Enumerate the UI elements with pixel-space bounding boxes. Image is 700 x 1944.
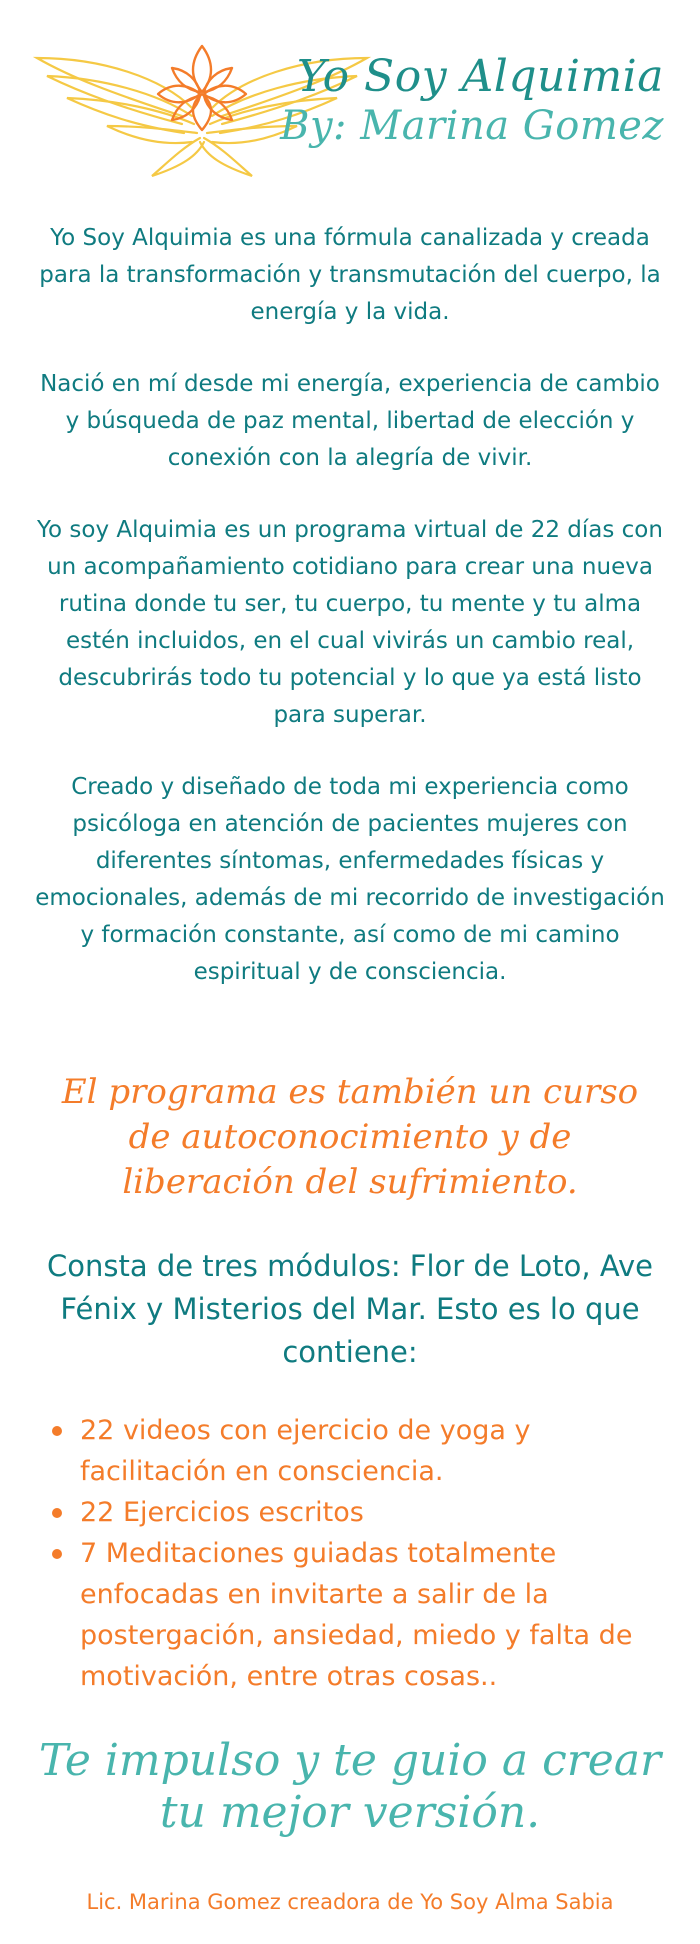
list-item [40, 1533, 680, 1697]
paragraph-intro: Yo Soy Alquimia es una fórmula canalizada y creada para la transformación y transmutación del cuerpo, la energía y la vida. [39, 225, 661, 325]
brand [280, 52, 664, 149]
header [0, 0, 700, 200]
list-item [40, 1492, 680, 1533]
highlight-quote: El programa es también un curso de autoconocimiento y de liberación del sufrimiento. [61, 1072, 639, 1202]
bullet-icon [52, 1549, 62, 1559]
modules-intro: Consta de tres módulos: Flor de Loto, Ave Fénix y Misterios del Mar. Esto es lo que contiene: [47, 1249, 653, 1369]
bullet-icon [52, 1426, 62, 1436]
brand-title: Yo Soy Alquimia [296, 51, 664, 102]
list-item-text: 7 Meditaciones guiadas totalmente enfocadas en invitarte a salir de la postergación, ansiedad, miedo y falta de motivación, entre otras cosas.. [80, 1538, 633, 1692]
list-item [40, 1410, 680, 1492]
description-section [30, 220, 670, 1026]
list-item-text: 22 videos con ejercicio de yoga y facilitación en consciencia. [80, 1415, 531, 1487]
paragraph-program: Yo soy Alquimia es un programa virtual de 22 días con un acompañamiento cotidiano para crear una nueva rutina donde tu ser, tu cuerpo, tu mente y tu alma estén incluidos, en el cual vivirás un cambio real, descubrirás todo tu potencial y lo que ya está listo para superar. [37, 517, 663, 728]
closing-quote: Te impulso y te guio a crear tu mejor versión. [38, 1735, 662, 1838]
brand-subtitle: By: Marina Gomez [280, 102, 664, 149]
bullet-icon [52, 1508, 62, 1518]
paragraph-experience: Creado y diseñado de toda mi experiencia como psicóloga en atención de pacientes mujeres con diferentes síntomas, enfermedades físicas y emocionales, además de mi recorrido de investigación y formación constante, así como de mi camino espiritual y de consciencia. [35, 774, 665, 985]
list-item-text: 22 Ejercicios escritos [80, 1497, 364, 1528]
contents-list [40, 1410, 680, 1697]
paragraph-origin: Nació en mí desde mi energía, experiencia de cambio y búsqueda de paz mental, libertad de elección y conexión con la alegría de vivir. [40, 371, 660, 471]
footer-credit: Lic. Marina Gomez creadora de Yo Soy Alma Sabia [86, 1890, 614, 1914]
